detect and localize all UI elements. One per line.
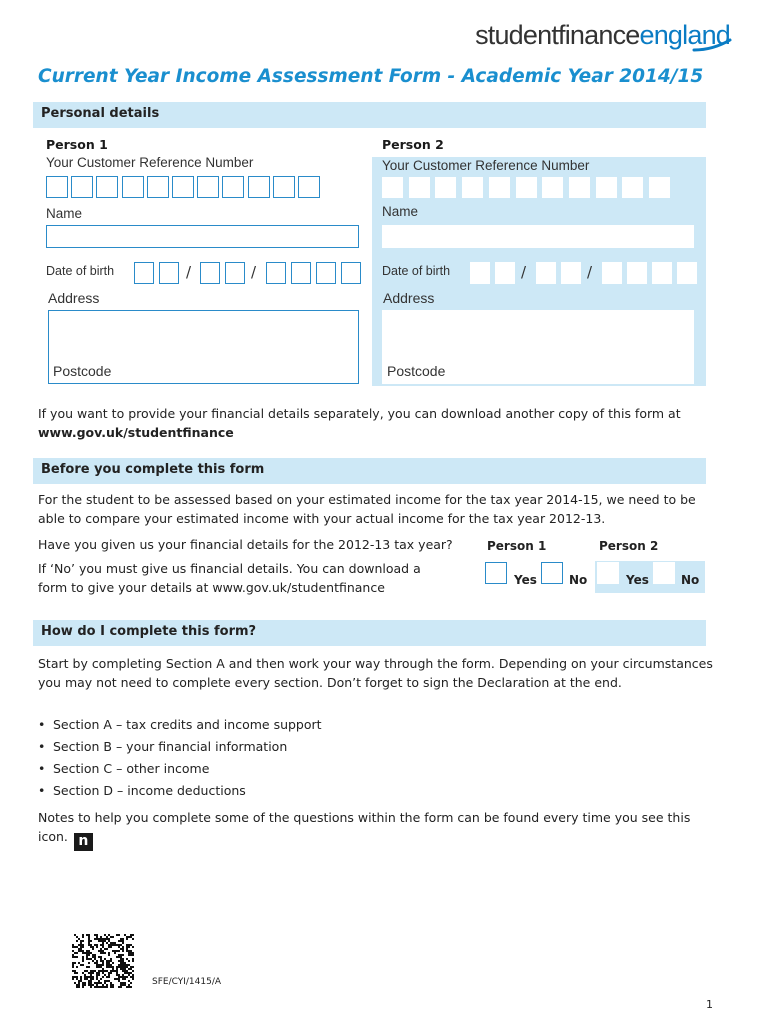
notes-icon: n xyxy=(74,833,93,851)
person2-crn-digit-5[interactable] xyxy=(489,177,510,198)
person2-address-label: Address xyxy=(383,290,435,306)
person1-crn-digit-4[interactable] xyxy=(122,176,144,198)
person2-dob-year-2[interactable] xyxy=(627,262,647,284)
section-header-before-complete: Before you complete this form xyxy=(33,458,706,484)
person2-crn-digit-10[interactable] xyxy=(622,177,643,198)
person2-crn-digit-8[interactable] xyxy=(569,177,590,198)
person1-dob-label: Date of birth xyxy=(46,264,115,278)
section-list-item-a: • Section A – tax credits and income support xyxy=(38,714,322,736)
person1-column xyxy=(38,133,370,386)
person1-dob-month-2[interactable] xyxy=(225,262,245,284)
person2-postcode-label: Postcode xyxy=(387,363,446,379)
person1-crn-digit-9[interactable] xyxy=(248,176,270,198)
person2-dob-separator: / xyxy=(521,263,527,281)
financial-details-question: Have you given us your financial details for the 2012-13 tax year? xyxy=(38,537,453,552)
person1-crn-digit-3[interactable] xyxy=(96,176,118,198)
person2-dob-year-1[interactable] xyxy=(602,262,622,284)
person2-crn-digit-7[interactable] xyxy=(542,177,563,198)
person1-crn-digit-11[interactable] xyxy=(298,176,320,198)
section-list-item-b: • Section B – your financial information xyxy=(38,736,322,758)
person1-address-field[interactable] xyxy=(48,310,359,384)
person2-no-label: No xyxy=(681,573,700,587)
person1-address-label: Address xyxy=(48,290,100,306)
section-header-personal-details: Personal details xyxy=(33,102,706,128)
person2-dob-separator-2: / xyxy=(587,263,593,281)
person2-dob-month-2[interactable] xyxy=(561,262,581,284)
person2-dob-month-1[interactable] xyxy=(536,262,556,284)
yn-person1-label: Person 1 xyxy=(487,539,547,553)
person2-dob-day-2[interactable] xyxy=(495,262,515,284)
person1-name-field[interactable] xyxy=(46,225,359,248)
person1-dob-separator: / xyxy=(186,263,192,281)
person2-dob-year-4[interactable] xyxy=(677,262,697,284)
person1-dob-separator-2: / xyxy=(251,263,257,281)
section-list-item-c: • Section C – other income xyxy=(38,758,322,780)
person2-name-label: Name xyxy=(382,204,419,219)
person1-crn-digit-2[interactable] xyxy=(71,176,93,198)
logo-text-england: england xyxy=(639,20,730,50)
if-no-note: If ‘No’ you must give us financial details. You can download a form to give your details at www.gov.uk/studentfinance xyxy=(38,561,421,595)
notes-text: Notes to help you complete some of the questions within the form can be found every time you see this icon. xyxy=(38,810,691,844)
person2-crn-digit-3[interactable] xyxy=(435,177,456,198)
person1-crn-digit-1[interactable] xyxy=(46,176,68,198)
notes-paragraph xyxy=(38,808,708,851)
person1-dob-day-1[interactable] xyxy=(134,262,154,284)
person2-crn-digit-6[interactable] xyxy=(516,177,537,198)
person2-crn-digit-11[interactable] xyxy=(649,177,670,198)
person1-crn-digit-6[interactable] xyxy=(172,176,194,198)
person2-dob-year-3[interactable] xyxy=(652,262,672,284)
person1-no-label: No xyxy=(569,573,588,587)
person1-dob-day-2[interactable] xyxy=(159,262,179,284)
section-list-item-d: • Section D – income deductions xyxy=(38,780,322,802)
person2-crn-digit-9[interactable] xyxy=(596,177,617,198)
person1-dob-month-1[interactable] xyxy=(200,262,220,284)
page-title: Current Year Income Assessment Form - Academic Year 2014/15 xyxy=(38,66,704,87)
separate-copy-link[interactable]: www.gov.uk/studentfinance xyxy=(38,425,234,440)
person1-dob-year-1[interactable] xyxy=(266,262,286,284)
separate-copy-text: If you want to provide your financial details separately, you can download another copy of this form at xyxy=(38,406,681,421)
person2-crn-digit-4[interactable] xyxy=(462,177,483,198)
person2-name-field[interactable] xyxy=(382,225,694,248)
person2-crn-label: Your Customer Reference Number xyxy=(382,158,590,173)
logo-swoosh-icon xyxy=(692,38,732,52)
yn-person2-label: Person 2 xyxy=(599,539,659,553)
person2-dob-day-1[interactable] xyxy=(470,262,490,284)
person1-crn-digit-7[interactable] xyxy=(197,176,219,198)
section-header-how-to: How do I complete this form? xyxy=(33,620,706,646)
person1-yes-checkbox[interactable] xyxy=(485,562,507,584)
person1-crn-digit-5[interactable] xyxy=(147,176,169,198)
person2-crn-digit-1[interactable] xyxy=(382,177,403,198)
barcode-icon xyxy=(72,934,134,988)
person2-column xyxy=(372,133,706,386)
person1-crn-digit-8[interactable] xyxy=(222,176,244,198)
person1-label: Person 1 xyxy=(46,137,108,152)
page-number: 1 xyxy=(706,998,713,1011)
person1-postcode-label: Postcode xyxy=(53,363,112,379)
person1-dob-year-4[interactable] xyxy=(341,262,361,284)
person2-label: Person 2 xyxy=(382,137,444,152)
person1-name-label: Name xyxy=(46,206,83,221)
person1-dob-year-3[interactable] xyxy=(316,262,336,284)
person1-no-checkbox[interactable] xyxy=(541,562,563,584)
person1-yes-label: Yes xyxy=(514,573,537,587)
separate-copy-note xyxy=(38,404,714,442)
person1-crn-label: Your Customer Reference Number xyxy=(46,155,254,170)
person2-dob-label: Date of birth xyxy=(382,264,451,278)
logo-text-student-finance: studentfinance xyxy=(475,20,640,50)
person2-crn-digit-2[interactable] xyxy=(409,177,430,198)
person1-dob-year-2[interactable] xyxy=(291,262,311,284)
person2-yes-label: Yes xyxy=(626,573,649,587)
how-to-intro: Start by completing Section A and then work your way through the form. Depending on your circumstances you may not need to complete every section. Don’t forget to sign the Declaration at the end. xyxy=(38,656,713,690)
person1-crn-digit-10[interactable] xyxy=(273,176,295,198)
section-list xyxy=(38,714,322,802)
person2-address-field[interactable] xyxy=(382,310,694,384)
person2-no-checkbox[interactable] xyxy=(653,562,675,584)
person2-yes-checkbox[interactable] xyxy=(597,562,619,584)
before-complete-intro: For the student to be assessed based on your estimated income for the tax year 2014-15, we need to be able to compare your estimated income with your actual income for the tax year 2012-13. xyxy=(38,492,696,526)
form-code: SFE/CYI/1415/A xyxy=(152,977,222,987)
